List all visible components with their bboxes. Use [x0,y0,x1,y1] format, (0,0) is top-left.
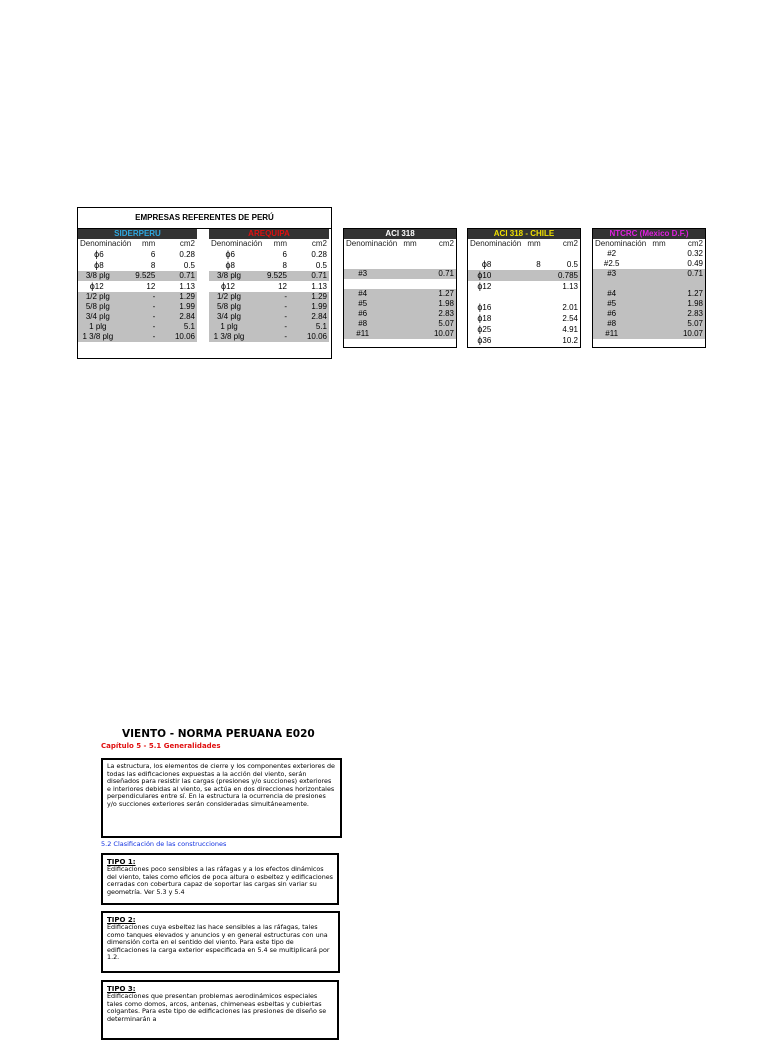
cm2-cell [419,279,456,289]
col-header: cm2 [311,239,327,248]
table-row [468,335,580,346]
denomination-cell [593,329,630,339]
tipo3-title: TIPO 3: [107,985,136,993]
cm2-cell: 0.28 [179,249,195,259]
cm2-cell: 0.5 [315,260,327,270]
denomination-value: #8 [607,319,617,328]
denomination-cell [468,313,505,324]
denomination-cell [593,249,630,259]
ntcrc-table [593,229,705,339]
denomination-value: 8 [230,261,235,270]
mm-cell: - [249,292,289,302]
mm-cell [630,279,667,289]
table-row [78,260,197,271]
cm2-cell: 10.2 [562,335,578,345]
col-header: mm [273,239,287,248]
table-row [593,259,705,269]
table-row [593,279,705,289]
table-row [209,312,329,322]
denomination-value: 8 [486,260,492,269]
denomination-value: 6 [230,250,235,259]
table-row [344,249,456,259]
mm-cell: - [118,312,158,322]
viento-intro-box [101,758,342,838]
cm2-cell: 2.84 [157,312,197,322]
cm2-cell: 0.5 [566,259,578,269]
mm-cell [630,329,667,339]
chile-table [468,229,580,346]
denomination-cell [78,322,118,332]
col-header: cm2 [438,239,454,248]
denomination-cell [78,332,118,342]
tipo1-text: Edificaciones poco sensibles a las ráfagas y a los efectos dinámicos del viento, tales como eficios de poca altura o esbeltez y edificaciones cerradas con cobertura capaz de soportar las cargas sin variar su geometría. Ver 5.3 y 5.4 [107,865,334,896]
denomination-cell [468,324,505,335]
table-row [468,270,580,281]
denomination-value: 1 3/8 plg [82,332,114,341]
denomination-value: 12 [94,282,104,291]
cm2-cell: 10.06 [289,332,329,342]
col-header: Denominación [346,239,398,248]
col-header: mm [403,239,417,248]
mm-cell [630,249,667,259]
mm-cell [381,269,418,279]
denomination-cell [593,309,630,319]
cm2-cell: 2.84 [289,312,329,322]
mm-cell [505,324,542,335]
denomination-cell [468,259,505,270]
viento-chapter: Capítulo 5 - 5.1 Generalidades [101,742,221,750]
denomination-cell [344,289,381,299]
denomination-cell [593,259,630,269]
cm2-cell: 5.07 [668,319,705,329]
phi-symbol: ϕ [477,281,483,291]
mm-cell [381,299,418,309]
phi-symbol: ϕ [477,324,483,334]
cm2-cell: 1.13 [562,281,578,291]
denomination-value: #3 [607,269,617,278]
cm2-cell: 0.71 [289,271,329,281]
phi-symbol: ϕ [225,249,231,259]
table-row [468,281,580,292]
mm-cell: - [249,312,289,322]
denomination-cell [468,249,505,259]
denomination-cell [593,289,630,299]
table-row [78,292,197,302]
arequipa-table [209,229,329,342]
denomination-value: 3/8 plg [85,271,110,280]
denomination-cell [209,302,249,312]
siderperu-header: SIDERPERU [78,229,197,239]
mm-cell [630,309,667,319]
siderperu-table [78,229,197,342]
denomination-cell [344,249,381,259]
table-row [593,249,705,259]
mm-cell: - [249,322,289,332]
denomination-value: 1 3/8 plg [213,332,245,341]
cm2-cell: 0.49 [687,259,703,268]
denomination-cell [209,312,249,322]
cm2-cell: 10.06 [157,332,197,342]
denomination-cell [78,312,118,322]
table-row [78,312,197,322]
denomination-value: #4 [358,289,368,298]
col-header: cm2 [179,239,195,248]
cm2-cell: 2.83 [419,309,456,319]
denomination-value: 5/8 plg [85,302,110,311]
mm-cell: 9.525 [249,271,289,281]
denomination-cell [468,270,505,281]
phi-symbol: ϕ [477,270,483,280]
denomination-cell [78,260,118,271]
table-row [344,279,456,289]
tipo3-box [101,980,339,1040]
denomination-cell [78,271,118,281]
mm-cell [381,279,418,289]
cm2-cell: 1.29 [157,292,197,302]
mm-cell [630,299,667,309]
mm-cell [381,249,418,259]
mm-cell [505,302,542,313]
mm-cell [381,329,418,339]
table-row [78,249,197,260]
col-header: cm2 [562,239,578,248]
table-row [78,281,197,292]
mm-cell [505,270,542,281]
denomination-cell [468,302,505,313]
tipo2-box [101,911,340,973]
peru-title: EMPRESAS REFERENTES DE PERÚ [78,208,331,229]
viento-section: 5.2 Clasificación de las construcciones [101,840,227,848]
mm-cell: 8 [536,259,541,269]
table-row [344,269,456,279]
denomination-cell [344,269,381,279]
col-header: Denominación [470,239,522,248]
table-row [209,260,329,271]
table-row [593,299,705,309]
cm2-cell: 2.54 [562,313,578,323]
mm-cell [630,319,667,329]
denomination-cell [78,302,118,312]
cm2-cell: 0.5 [183,260,195,270]
chile-header: ACI 318 - CHILE [468,229,580,239]
table-row [593,289,705,299]
col-header: Denominación [80,239,132,248]
chile-panel [467,228,581,348]
denomination-cell [209,260,249,271]
phi-symbol: ϕ [225,260,231,270]
mm-cell: - [118,322,158,332]
tipo1-box [101,853,339,905]
table-row [209,271,329,281]
col-header: Denominación [595,239,647,248]
mm-cell: 8 [282,260,287,270]
phi-symbol: ϕ [481,259,487,269]
table-row [468,302,580,313]
mm-cell [505,249,542,259]
denomination-cell [593,299,630,309]
table-row [468,249,580,259]
cm2-cell: 1.13 [311,281,327,291]
table-row [344,259,456,269]
ntcrc-panel [592,228,706,348]
denomination-value: 5/8 plg [216,302,242,311]
denomination-cell [344,299,381,309]
phi-symbol: ϕ [89,281,95,291]
denomination-cell [593,279,630,289]
denomination-cell [344,309,381,319]
col-header: mm [141,239,156,248]
mm-cell: 8 [150,260,156,270]
denomination-cell [209,292,249,302]
table-row [468,259,580,270]
cm2-cell: 1.27 [419,289,456,299]
phi-symbol: ϕ [94,260,100,270]
tipo1-title: TIPO 1: [107,858,136,866]
cm2-cell: 2.83 [668,309,705,319]
mm-cell [505,292,542,302]
mm-cell: - [118,332,158,342]
aci318-panel [343,228,457,348]
cm2-cell: 1.27 [668,289,705,299]
cm2-cell: 1.98 [419,299,456,309]
mm-cell [381,309,418,319]
denomination-value: 8 [99,261,104,270]
denomination-cell [344,259,381,269]
table-row [209,292,329,302]
table-row [468,324,580,335]
denomination-cell [344,319,381,329]
cm2-cell: 0.71 [419,269,456,279]
denomination-cell [344,279,381,289]
denomination-cell [78,249,118,260]
denomination-value: 1/2 plg [85,292,110,301]
denomination-cell [209,322,249,332]
denomination-value: #8 [358,319,368,328]
cm2-cell: 0.71 [668,269,705,279]
denomination-value: 1 plg [89,322,107,331]
denomination-cell [78,292,118,302]
cm2-cell: 5.1 [289,322,329,332]
cm2-cell: 0.32 [687,249,703,258]
mm-cell: - [118,292,158,302]
denomination-value: #6 [358,309,368,318]
denomination-value: 3/4 plg [85,312,110,321]
tipo3-text: Edificaciones que presentan problemas aerodinámicos especiales tales como domos, arcos, antenas, chimeneas esbeltas y cubiertas colgantes. Para este tipo de edificaciones las presiones de diseño se determinarán a [107,992,327,1023]
table-row [344,329,456,339]
mm-cell [381,289,418,299]
cm2-cell: 10.07 [419,329,456,339]
table-row [78,322,197,332]
phi-symbol: ϕ [477,335,483,345]
denomination-cell [593,269,630,279]
denomination-cell [468,335,505,346]
peru-panel [77,207,332,359]
denomination-cell [468,292,505,302]
cm2-cell: 1.99 [289,302,329,312]
mm-cell: 12 [278,281,287,291]
mm-cell [630,289,667,299]
aci318-header: ACI 318 [344,229,456,239]
denomination-value: #11 [356,329,370,338]
cm2-cell: 5.07 [419,319,456,329]
phi-symbol: ϕ [477,302,483,312]
cm2-cell [419,249,456,259]
phi-symbol: ϕ [94,249,100,259]
table-row [209,332,329,342]
table-row [209,281,329,292]
cm2-cell: 2.01 [562,302,578,312]
mm-cell: - [118,302,158,312]
mm-cell [505,313,542,324]
viento-intro-text: La estructura, los elementos de cierre y los componentes exteriores de todas las edificaciones expuestas a la acción del viento, serán diseñados para resistir las cargas (presiones y/o succiones) exteriores e interiores debidas al viento, se actúa en dos direcciones horizontales perpendiculares entre sí. En la estructura la ocurrencia de presiones y/o succiones exteriores serán consideradas simultáneamente. [107,762,335,808]
mm-cell: 9.525 [118,271,158,281]
table-row [468,292,580,302]
denomination-value: 6 [99,250,104,259]
denomination-value: 25 [482,325,492,334]
tipo2-text: Edificaciones cuya esbeltez las hace sensibles a las ráfagas, tales como tanques elevados y anuncios y en general estructuras con una dimensión corta en el sentido del viento. Para este tipo de edificaciones la carga exterior especificada en 5.4 se multiplicará por 1.2. [107,923,330,962]
cm2-cell [543,292,580,302]
denomination-value: 18 [482,314,492,323]
mm-cell: 6 [150,249,156,259]
denomination-value: #11 [605,329,619,338]
table-row [78,332,197,342]
cm2-cell: 10.07 [668,329,705,339]
denomination-value: #3 [358,269,368,278]
tipo2-title: TIPO 2: [107,916,136,924]
cm2-cell: 1.29 [289,292,329,302]
phi-symbol: ϕ [221,281,227,291]
mm-cell [630,269,667,279]
denomination-value: 16 [482,303,492,312]
cm2-cell: 1.13 [179,281,195,291]
mm-cell: 6 [282,249,287,259]
aci318-table [344,229,456,339]
cm2-cell: 1.98 [668,299,705,309]
table-row [593,269,705,279]
cm2-cell: 4.91 [562,324,578,334]
mm-cell: - [249,332,289,342]
table-row [209,322,329,332]
mm-cell [505,335,542,346]
denomination-value: 3/4 plg [216,312,242,321]
table-row [593,329,705,339]
table-row [78,271,197,281]
cm2-cell [668,279,705,289]
denomination-value: 1 plg [220,322,238,331]
denomination-value: 10 [482,271,492,280]
mm-cell [381,259,418,269]
table-row [593,319,705,329]
col-header: mm [527,239,541,248]
denomination-value: #5 [607,299,617,308]
mm-cell [630,259,667,269]
cm2-cell: 5.1 [157,322,197,332]
col-header: Denominación [211,239,263,248]
cm2-cell: 1.99 [157,302,197,312]
denomination-value: 1/2 plg [216,292,242,301]
denomination-value: #2.5 [603,259,620,268]
denomination-value: 12 [482,282,492,291]
denomination-cell [209,281,249,292]
mm-cell: - [249,302,289,312]
cm2-cell [543,249,580,259]
mm-cell [505,281,542,292]
ntcrc-header: NTCRC (Mexico D.F.) [593,229,705,239]
table-row [78,302,197,312]
denomination-value: 3/8 plg [216,271,242,280]
denomination-cell [468,281,505,292]
denomination-value: 12 [226,282,235,291]
cm2-cell [419,259,456,269]
denomination-cell [344,329,381,339]
mm-cell [381,319,418,329]
cm2-cell: 0.785 [543,270,580,281]
col-header: mm [652,239,666,248]
denomination-value: #4 [607,289,617,298]
denomination-value: #6 [607,309,617,318]
denomination-cell [593,319,630,329]
arequipa-header: AREQUIPA [209,229,329,239]
col-header: cm2 [687,239,703,248]
phi-symbol: ϕ [477,313,483,323]
table-row [468,313,580,324]
table-row [209,302,329,312]
denomination-value: #5 [358,299,368,308]
viento-title: VIENTO - NORMA PERUANA E020 [122,728,315,740]
cm2-cell: 0.28 [311,249,327,259]
denomination-cell [78,281,118,292]
table-row [344,299,456,309]
table-row [344,309,456,319]
table-row [344,289,456,299]
cm2-cell: 0.71 [157,271,197,281]
denomination-cell [209,332,249,342]
table-row [344,319,456,329]
denomination-value: #2 [607,249,617,258]
denomination-cell [209,271,249,281]
denomination-cell [209,249,249,260]
denomination-value: 36 [482,336,492,345]
table-row [593,309,705,319]
table-row [209,249,329,260]
mm-cell: 12 [146,281,156,291]
